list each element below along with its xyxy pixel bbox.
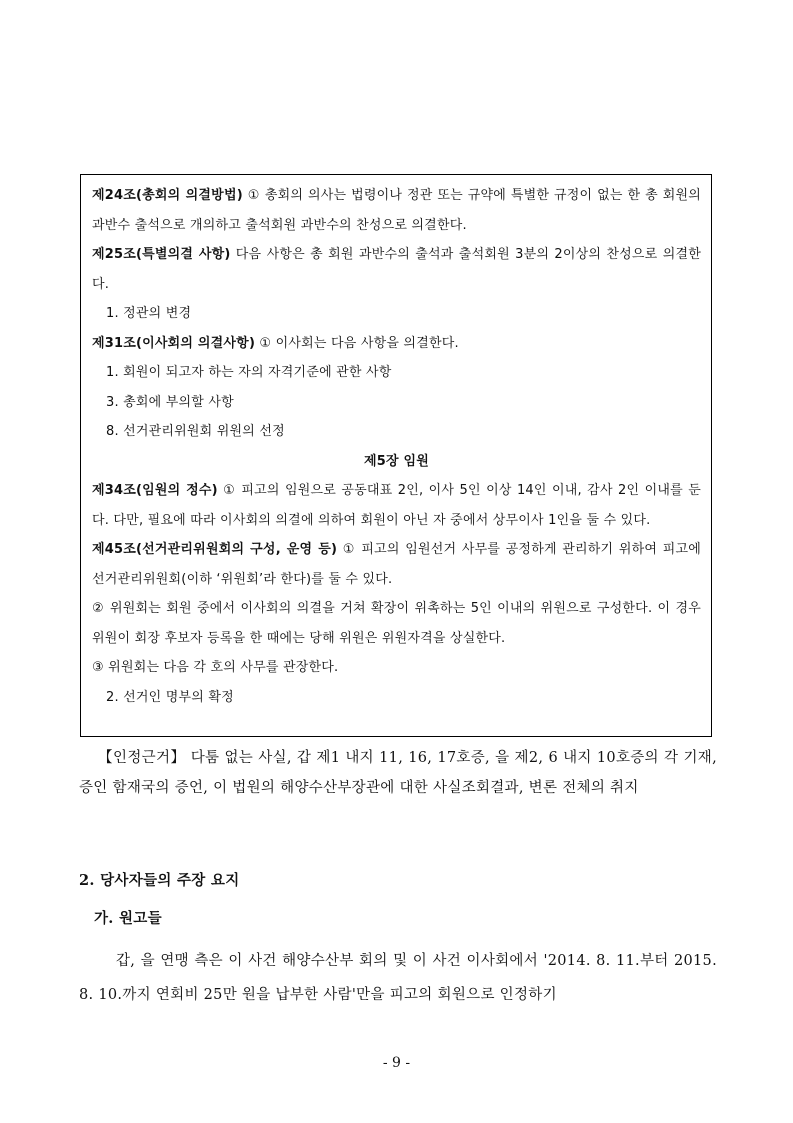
article-31-item-1: 1. 회원이 되고자 하는 자의 자격기준에 관한 사항	[106, 365, 392, 380]
article-45	[92, 535, 701, 594]
subsection-ga-heading: 가. 원고들	[94, 910, 162, 927]
article-24-title: 제24조(총회의 의결방법)	[92, 188, 243, 203]
article-34-title: 제34조(임원의 정수)	[92, 483, 218, 498]
page-number: - 9 -	[382, 1055, 411, 1071]
article-25-title: 제25조(특별의결 사항)	[92, 247, 231, 262]
article-25-item-1: 1. 정관의 변경	[106, 306, 192, 321]
article-31-item-8: 8. 선거관리위원회 위원의 선정	[106, 424, 285, 439]
article-25	[92, 240, 701, 299]
article-45-paragraph-2: ② 위원회는 회원 중에서 이사회의 의결을 거쳐 확장이 위촉하는 5인 이내의 위원으로 구성한다. 이 경우 위원이 회장 후보자 등록을 한 때에는 당해 위원은 위원자격을 상실한다.	[92, 601, 701, 646]
article-24	[92, 181, 701, 240]
regulation-excerpt-box	[80, 174, 712, 737]
article-45-paragraph-3: ③ 위원회는 다음 각 호의 사무를 관장한다.	[92, 660, 339, 675]
plaintiffs-argument-text: 갑, 을 연맹 측은 이 사건 해양수산부 회의 및 이 사건 이사회에서 '2014. 8. 11.부터 2015. 8. 10.까지 연회비 25만 원을 납부한 사람'만을 피고의 회원으로 인정하기	[79, 953, 717, 1003]
article-34-text: ① 피고의 임원으로 공동대표 2인, 이사 5인 이상 14인 이내, 감사 2인 이내를 둔다. 다만, 필요에 따라 이사회의 의결에 의하여 회원이 아닌 자 중에서 상무이사 1인을 둘 수 있다.	[92, 483, 701, 528]
chapter-5-heading: 제5장 임원	[363, 453, 429, 469]
article-45-item-2: 2. 선거인 명부의 확정	[106, 689, 234, 705]
plaintiffs-argument-section	[79, 944, 717, 1012]
basis-section	[79, 743, 717, 803]
article-31	[92, 329, 701, 359]
article-45-text-1: ① 피고의 임원선거 사무를 공정하게 관리하기 위하여 피고에 선거관리위원회(이하 ‘위원회’라 한다)를 둘 수 있다.	[92, 542, 701, 587]
article-31-title: 제31조(이사회의 의결사항)	[92, 335, 256, 351]
article-31-text: ① 이사회는 다음 사항을 의결한다.	[255, 335, 459, 351]
article-34	[92, 476, 701, 535]
basis-text: 【인정근거】 다툼 없는 사실, 갑 제1 내지 11, 16, 17호증, 을 제2, 6 내지 10호증의 각 기재, 증인 함재국의 증언, 이 법원의 해양수산부장관에 대한 사실조회결과, 변론 전체의 취지	[79, 750, 717, 796]
article-45-title: 제45조(선거관리위원회의 구성, 운영 등)	[92, 542, 338, 557]
article-31-item-3: 3. 총회에 부의할 사항	[106, 394, 234, 410]
article-25-text: 다음 사항은 총 회원 과반수의 출석과 출석회원 3분의 2이상의 찬성으로 의결한다.	[92, 247, 701, 292]
section-2-heading: 2. 당사자들의 주장 요지	[79, 872, 240, 889]
article-24-text: ① 총회의 의사는 법령이나 정관 또는 규약에 특별한 규정이 없는 한 총 회원의 과반수 출석으로 개의하고 출석회원 과반수의 찬성으로 의결한다.	[92, 188, 701, 233]
